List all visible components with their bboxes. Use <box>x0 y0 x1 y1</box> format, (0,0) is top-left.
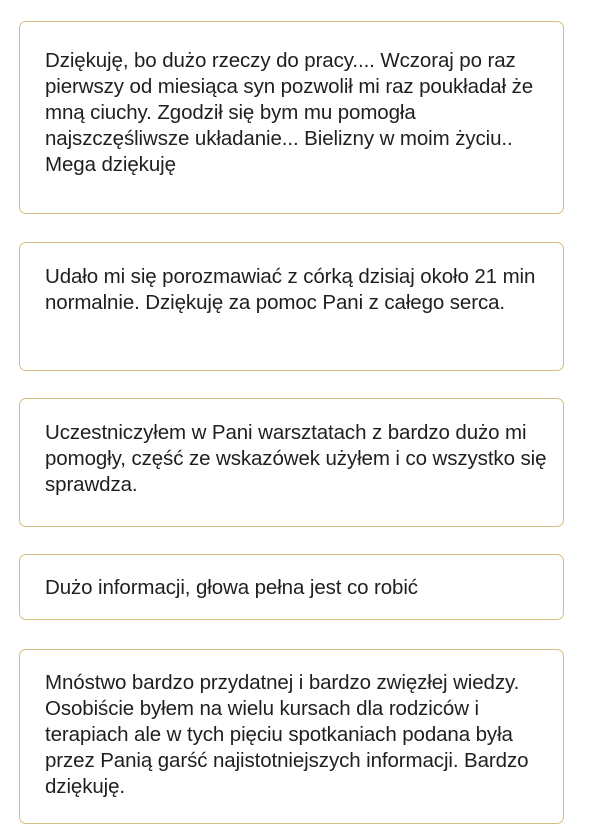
testimonial-card <box>19 242 564 371</box>
testimonial-card <box>19 398 564 527</box>
testimonial-text: Udało mi się porozmawiać z córką dzisiaj około 21 min normalnie. Dziękuję za pomoc Pani z całego serca. <box>45 265 536 314</box>
testimonial-card <box>19 554 564 620</box>
testimonial-text: Uczestniczyłem w Pani warsztatach z bardzo dużo mi pomogły, część ze wskazówek użyłem i co wszystko się sprawdza. <box>45 421 547 496</box>
testimonial-text: Dużo informacji, głowa pełna jest co robić <box>45 576 418 599</box>
testimonial-text: Dziękuję, bo dużo rzeczy do pracy.... Wczoraj po raz pierwszy od miesiąca syn pozwolił mi raz poukładał że mną ciuchy. Zgodził się bym mu pomogła najszczęśliwsze układanie... Bielizny w moim życiu.. Mega dziękuję <box>45 49 534 176</box>
testimonial-card <box>19 649 564 824</box>
testimonial-card <box>19 21 564 214</box>
testimonial-text: Mnóstwo bardzo przydatnej i bardzo zwięzłej wiedzy. Osobiście byłem na wielu kursach dla rodziców i terapiach ale w tych pięciu spotkaniach podana była przez Panią garść najistotniejszych informacji. Bardzo dziękuję. <box>45 671 529 798</box>
